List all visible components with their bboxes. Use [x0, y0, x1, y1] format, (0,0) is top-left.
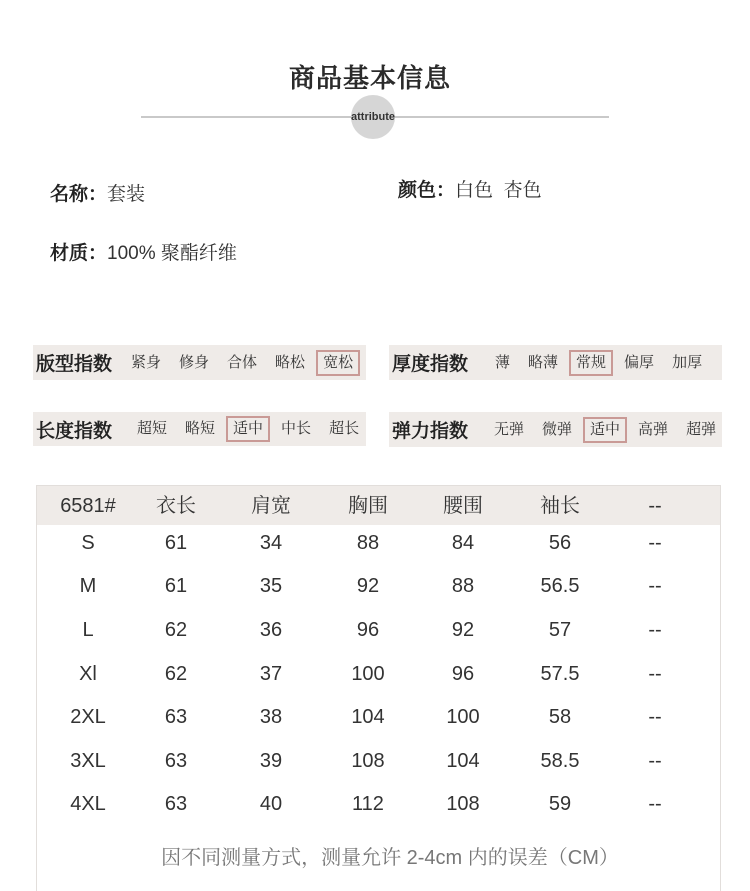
- waist-cell: 88: [451, 575, 475, 598]
- index-option: 高弹: [638, 420, 669, 438]
- sleeve-cell: 57.5: [540, 662, 580, 685]
- sleeve-cell: 58.5: [540, 749, 580, 772]
- index-option: 修身: [179, 353, 210, 371]
- sleeve-cell: 56.5: [540, 575, 580, 598]
- index-label: 版型指数: [36, 354, 113, 375]
- index-option: 宽松: [316, 350, 360, 376]
- index-options: [487, 412, 727, 447]
- size-cell: L: [82, 618, 94, 641]
- info-material-label: 材质：: [50, 243, 108, 264]
- bust-cell: 112: [352, 793, 384, 816]
- index-option: 合体: [227, 353, 258, 371]
- size-cell: 4XL: [70, 793, 106, 816]
- index-option: 适中: [583, 417, 627, 443]
- bust-cell: 100: [351, 662, 385, 685]
- bust-cell: 88: [356, 531, 380, 554]
- waist-cell: 96: [451, 662, 475, 685]
- waist-cell: 104: [446, 749, 480, 772]
- table-row: [37, 565, 720, 609]
- size-cell: M: [79, 575, 97, 598]
- shoulder-cell: 37: [259, 662, 283, 685]
- index-option: 略薄: [528, 353, 559, 371]
- index-options: [488, 345, 713, 380]
- size-cell: Xl: [79, 662, 97, 685]
- info-color: [398, 179, 542, 203]
- info-material: [50, 242, 237, 266]
- size-cell: 2XL: [70, 706, 106, 729]
- index-option: 常规: [569, 350, 613, 376]
- bust-cell: 92: [356, 575, 380, 598]
- table-row: [37, 521, 720, 565]
- index-option: 超长: [329, 420, 360, 437]
- size-cell: S: [81, 531, 95, 554]
- measurement-note: 因不同测量方式，测量允许 2-4cm 内的误差（CM）: [161, 847, 619, 869]
- index-bar-elasticity: [389, 412, 722, 447]
- index-bar-length: [33, 412, 366, 446]
- index-bar-thickness: [389, 345, 722, 380]
- shoulder-cell: 38: [259, 706, 283, 729]
- index-label: 厚度指数: [392, 354, 469, 375]
- info-color-value: 白色 杏色: [455, 180, 542, 201]
- length-cell: 62: [164, 662, 188, 685]
- index-option: 超弹: [686, 420, 717, 438]
- size-cell: 3XL: [70, 749, 106, 772]
- index-option: 薄: [495, 353, 511, 371]
- extra-cell: --: [648, 662, 662, 685]
- length-cell: 63: [164, 749, 188, 772]
- info-name: [50, 183, 145, 207]
- header-cell-sleeve: 袖长: [540, 494, 580, 517]
- table-row: [37, 695, 720, 739]
- header-cell-length: 衣长: [156, 494, 196, 517]
- sleeve-cell: 58: [548, 706, 572, 729]
- extra-cell: --: [648, 531, 662, 554]
- length-cell: 62: [164, 618, 188, 641]
- info-name-label: 名称：: [50, 184, 108, 205]
- table-row: [37, 608, 720, 652]
- info-name-value: 套装: [107, 184, 146, 205]
- shoulder-cell: 40: [259, 793, 283, 816]
- index-option: 中长: [281, 420, 312, 437]
- header-cell-shoulder: 肩宽: [251, 494, 291, 517]
- shoulder-cell: 34: [259, 531, 283, 554]
- index-option: 紧身: [131, 353, 162, 371]
- index-option: 超短: [137, 420, 168, 437]
- bust-cell: 104: [351, 706, 385, 729]
- header-cell-bust: 胸围: [348, 494, 388, 517]
- shoulder-cell: 36: [259, 618, 283, 641]
- sleeve-cell: 57: [548, 618, 572, 641]
- length-cell: 63: [164, 706, 188, 729]
- extra-cell: --: [648, 575, 662, 598]
- extra-cell: --: [648, 618, 662, 641]
- size-table: [36, 485, 721, 891]
- shoulder-cell: 35: [259, 575, 283, 598]
- header-cell-waist: 腰围: [443, 494, 483, 517]
- shoulder-cell: 39: [259, 749, 283, 772]
- length-cell: 61: [164, 531, 188, 554]
- index-option: 偏厚: [624, 353, 655, 371]
- index-option: 略短: [185, 420, 216, 437]
- waist-cell: 108: [446, 793, 480, 816]
- waist-cell: 100: [446, 706, 480, 729]
- index-option: 略松: [275, 353, 306, 371]
- index-option: 微弹: [542, 420, 573, 438]
- size-table-header: [37, 486, 720, 525]
- sleeve-cell: 56: [548, 531, 572, 554]
- index-label: 长度指数: [36, 420, 113, 442]
- length-cell: 63: [164, 793, 188, 816]
- index-bar-fit: [33, 345, 366, 380]
- header-cell-style-no: 6581#: [60, 494, 116, 517]
- page-title: 商品基本信息: [288, 63, 451, 93]
- extra-cell: --: [648, 749, 662, 772]
- bust-cell: 96: [356, 618, 380, 641]
- info-material-value: 100% 聚酯纤维: [107, 243, 237, 264]
- index-option: 加厚: [672, 353, 703, 371]
- sleeve-cell: 59: [548, 793, 572, 816]
- extra-cell: --: [648, 706, 662, 729]
- index-label: 弹力指数: [392, 421, 469, 442]
- index-options: [124, 345, 364, 380]
- waist-cell: 92: [451, 618, 475, 641]
- table-row: [37, 783, 720, 827]
- waist-cell: 84: [451, 531, 475, 554]
- attribute-badge-text: attribute: [351, 111, 395, 123]
- length-cell: 61: [164, 575, 188, 598]
- table-row: [37, 652, 720, 696]
- table-row: [37, 739, 720, 783]
- index-option: 适中: [226, 416, 270, 442]
- index-options: [130, 412, 370, 446]
- header-cell-extra: --: [648, 494, 662, 517]
- extra-cell: --: [648, 793, 662, 816]
- bust-cell: 108: [351, 749, 385, 772]
- index-option: 无弹: [494, 420, 525, 438]
- info-color-label: 颜色：: [398, 180, 456, 201]
- size-table-body: [37, 521, 720, 826]
